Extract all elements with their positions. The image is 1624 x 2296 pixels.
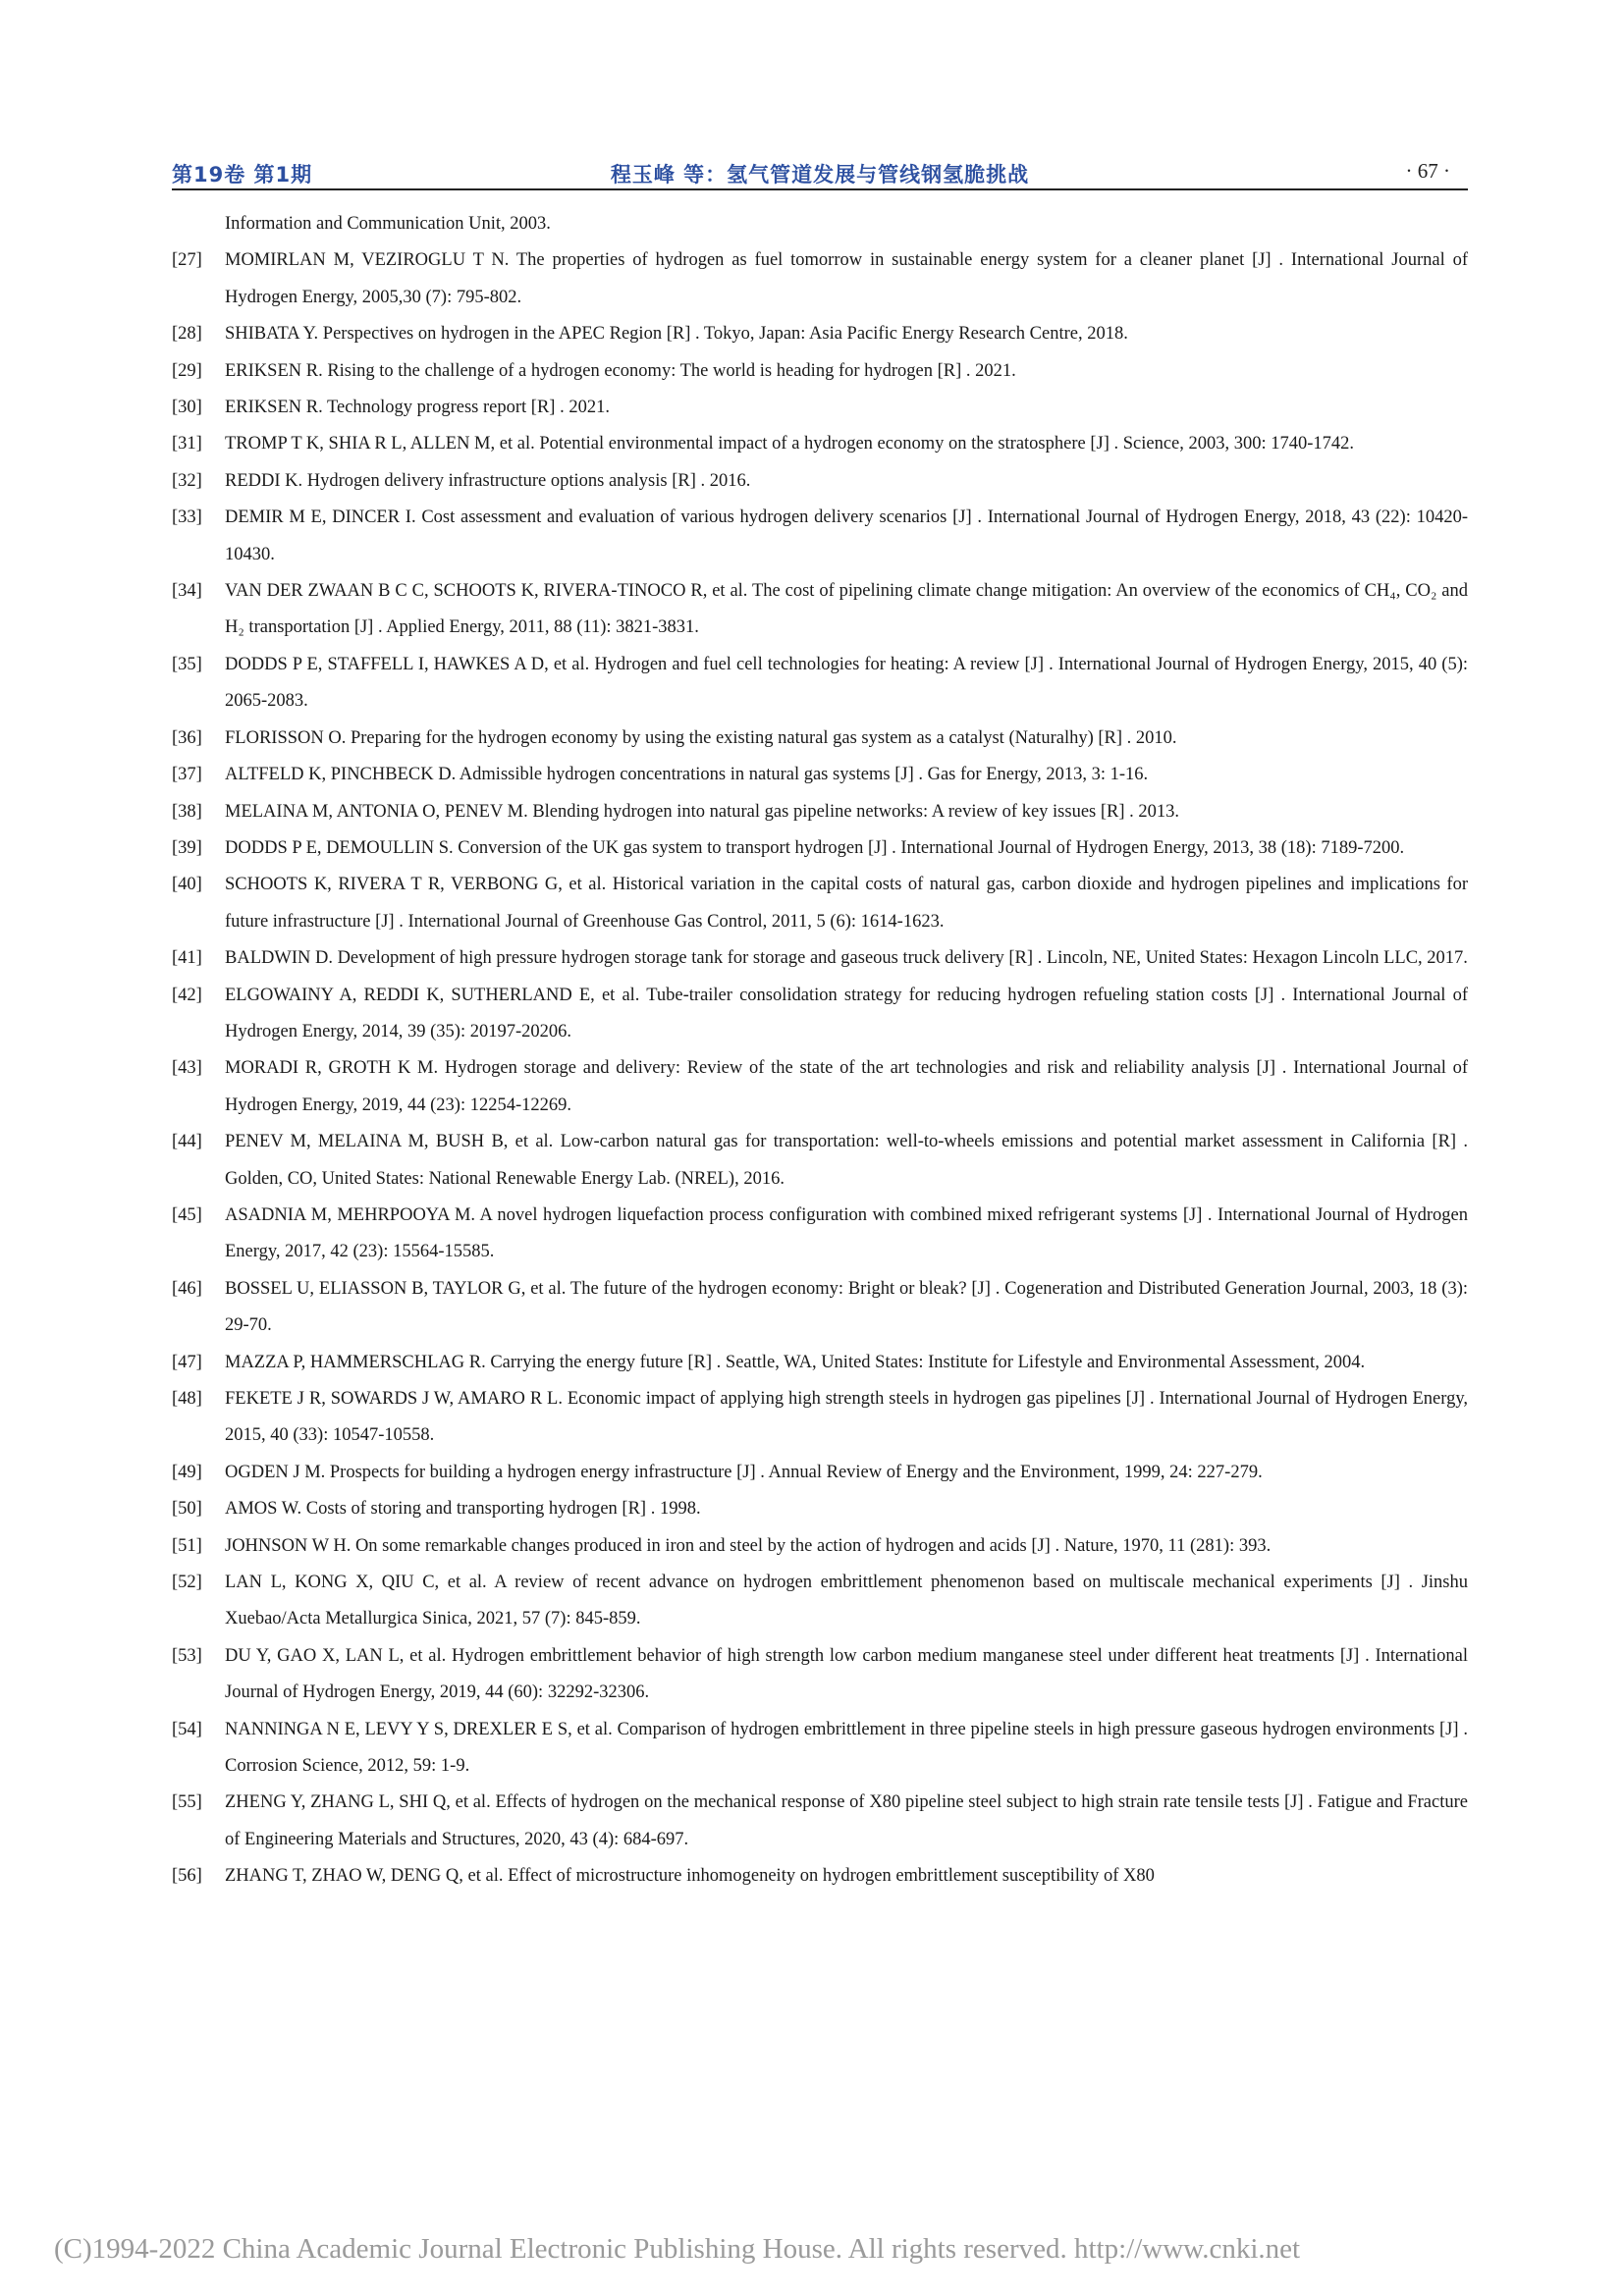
reference-entry xyxy=(172,867,1468,940)
reference-text: AMOS W. Costs of storing and transporting hydrogen [R] . 1998. xyxy=(225,1499,701,1520)
reference-number: [27] xyxy=(172,250,202,271)
reference-entry xyxy=(172,1271,1468,1345)
reference-number: [50] xyxy=(172,1499,202,1520)
reference-number: [34] xyxy=(172,581,202,602)
reference-entry xyxy=(172,390,1468,426)
reference-entry xyxy=(172,316,1468,352)
reference-number: [35] xyxy=(172,654,202,674)
reference-entry xyxy=(172,721,1468,757)
reference-number: [29] xyxy=(172,360,202,381)
reference-text: TROMP T K, SHIA R L, ALLEN M, et al. Potential environmental impact of a hydrogen economy on the stratosphere [J] . Science, 2003, 300: 1740-1742. xyxy=(225,434,1355,454)
reference-text: DU Y, GAO X, LAN L, et al. Hydrogen embrittlement behavior of high strength low carbon medium manganese steel under different heat treatments [J] . International Journal of Hydrogen Energy, 2019, 44 (60): 32292-32306. xyxy=(225,1645,1468,1703)
reference-entry xyxy=(172,1455,1468,1491)
reference-number: [30] xyxy=(172,398,202,418)
reference-text: REDDI K. Hydrogen delivery infrastructure options analysis [R] . 2016. xyxy=(225,470,751,491)
reference-entry xyxy=(172,573,1468,647)
journal-issue: 第19卷 第1期 xyxy=(172,163,313,187)
reference-entry xyxy=(172,830,1468,867)
reference-text: OGDEN J M. Prospects for building a hydrogen energy infrastructure [J] . Annual Review of Energy and the Environment, 1999, 24: 227-279. xyxy=(225,1462,1263,1482)
reference-entry xyxy=(172,242,1468,316)
reference-entry xyxy=(172,757,1468,793)
reference-number: [51] xyxy=(172,1535,202,1556)
reference-number: [48] xyxy=(172,1389,202,1409)
reference-number: [42] xyxy=(172,985,202,1005)
reference-number: [31] xyxy=(172,434,202,454)
reference-text: MELAINA M, ANTONIA O, PENEV M. Blending hydrogen into natural gas pipeline networks: A review of key issues [R] . 2013. xyxy=(225,801,1180,822)
reference-entry xyxy=(172,1858,1468,1895)
reference-number: [46] xyxy=(172,1278,202,1299)
reference-text: ERIKSEN R. Rising to the challenge of a hydrogen economy: The world is heading for hydrogen [R] . 2021. xyxy=(225,360,1016,381)
reference-number: [53] xyxy=(172,1645,202,1666)
running-title: 程玉峰 等：氢气管道发展与管线钢氢脆挑战 xyxy=(610,163,1030,187)
reference-text: ERIKSEN R. Technology progress report [R] . 2021. xyxy=(225,398,610,418)
reference-text: VAN DER ZWAAN B C C, SCHOOTS K, RIVERA-TINOCO R, et al. The cost of pipelining climate change mitigation: An overview of the economics of CH₄, CO₂ and H₂ transportation [J] . Applied Energy, 2011, 88 (11): 3821-3831. xyxy=(225,581,1468,638)
reference-number: [32] xyxy=(172,470,202,491)
reference-continuation: Information and Communication Unit, 2003. xyxy=(225,214,551,234)
reference-entry xyxy=(172,1638,1468,1712)
reference-entry xyxy=(172,978,1468,1051)
reference-text: ASADNIA M, MEHRPOOYA M. A novel hydrogen liquefaction process configuration with combined mixed refrigerant systems [J] . International Journal of Hydrogen Energy, 2017, 42 (23): 15564-15585. xyxy=(225,1204,1468,1262)
reference-number: [36] xyxy=(172,727,202,748)
reference-entry xyxy=(172,1785,1468,1858)
reference-entry xyxy=(172,1712,1468,1786)
reference-entry xyxy=(172,794,1468,830)
reference-number: [44] xyxy=(172,1132,202,1152)
reference-number: [38] xyxy=(172,801,202,822)
reference-entry xyxy=(172,940,1468,977)
reference-entry xyxy=(172,1198,1468,1271)
reference-entry xyxy=(172,1345,1468,1381)
reference-entry xyxy=(172,1124,1468,1198)
reference-text: ZHENG Y, ZHANG L, SHI Q, et al. Effects of hydrogen on the mechanical response of X80 pipeline steel subject to high strain rate tensile tests [J] . Fatigue and Fracture of Engineering Materials and Structures, 2020, 43 (4): 684-697. xyxy=(225,1792,1468,1849)
reference-text: BALDWIN D. Development of high pressure hydrogen storage tank for storage and gaseous truck delivery [R] . Lincoln, NE, United States: Hexagon Lincoln LLC, 2017. xyxy=(225,948,1468,969)
reference-entry xyxy=(172,647,1468,721)
reference-number: [47] xyxy=(172,1352,202,1372)
page-number: · 67 · xyxy=(1405,159,1450,183)
reference-text: ZHANG T, ZHAO W, DENG Q, et al. Effect of microstructure inhomogeneity on hydrogen embrittlement susceptibility of X80 xyxy=(225,1866,1155,1887)
reference-text: MAZZA P, HAMMERSCHLAG R. Carrying the energy future [R] . Seattle, WA, United States: Institute for Lifestyle and Environmental Assessment, 2004. xyxy=(225,1352,1366,1372)
reference-number: [37] xyxy=(172,765,202,785)
reference-entry xyxy=(172,1050,1468,1124)
reference-text: FLORISSON O. Preparing for the hydrogen economy by using the existing natural gas system as a catalyst (Naturalhy) [R] . 2010. xyxy=(225,727,1177,748)
reference-entry xyxy=(172,1491,1468,1527)
reference-entry xyxy=(172,463,1468,500)
reference-text: ALTFELD K, PINCHBECK D. Admissible hydrogen concentrations in natural gas systems [J] . Gas for Energy, 2013, 3: 1-16. xyxy=(225,765,1149,785)
reference-text: DODDS P E, DEMOULLIN S. Conversion of the UK gas system to transport hydrogen [J] . International Journal of Hydrogen Energy, 2013, 38 (18): 7189-7200. xyxy=(225,837,1405,858)
reference-entry xyxy=(172,426,1468,462)
reference-number: [49] xyxy=(172,1462,202,1482)
reference-text: PENEV M, MELAINA M, BUSH B, et al. Low-carbon natural gas for transportation: well-to-wheels emissions and potential market assessment in California [R] . Golden, CO, United States: National Renewable Energy Lab. (NREL), 2016. xyxy=(225,1132,1468,1189)
reference-entry xyxy=(172,1528,1468,1565)
reference-number: [54] xyxy=(172,1719,202,1739)
reference-text: DEMIR M E, DINCER I. Cost assessment and evaluation of various hydrogen delivery scenarios [J] . International Journal of Hydrogen Energy, 2018, 43 (22): 10420-10430. xyxy=(225,507,1468,564)
reference-number: [40] xyxy=(172,875,202,895)
reference-text: BOSSEL U, ELIASSON B, TAYLOR G, et al. The future of the hydrogen economy: Bright or bleak? [J] . Cogeneration and Distributed Generation Journal, 2003, 18 (3): 29-70. xyxy=(225,1278,1468,1336)
reference-number: [52] xyxy=(172,1573,202,1593)
reference-text: MOMIRLAN M, VEZIROGLU T N. The properties of hydrogen as fuel tomorrow in sustainable energy system for a cleaner planet [J] . International Journal of Hydrogen Energy, 2005,30 (7): 795-802. xyxy=(225,250,1468,307)
reference-entry xyxy=(172,1381,1468,1455)
copyright-footer: (C)1994-2022 China Academic Journal Electronic Publishing House. All rights reserved. http://www.cnki.net xyxy=(54,2233,1301,2265)
reference-entry xyxy=(172,353,1468,390)
reference-entries xyxy=(172,242,1468,1895)
reference-list xyxy=(172,206,1468,1896)
reference-number: [41] xyxy=(172,948,202,969)
reference-number: [43] xyxy=(172,1058,202,1079)
reference-number: [55] xyxy=(172,1792,202,1813)
reference-number: [39] xyxy=(172,837,202,858)
reference-text: JOHNSON W H. On some remarkable changes produced in iron and steel by the action of hydrogen and acids [J] . Nature, 1970, 11 (281): 393. xyxy=(225,1535,1272,1556)
reference-text: MORADI R, GROTH K M. Hydrogen storage and delivery: Review of the state of the art technologies and risk and reliability analysis [J] . International Journal of Hydrogen Energy, 2019, 44 (23): 12254-12269. xyxy=(225,1058,1468,1115)
reference-text: LAN L, KONG X, QIU C, et al. A review of recent advance on hydrogen embrittlement phenomenon based on multiscale mechanical experiments [J] . Jinshu Xuebao/Acta Metallurgica Sinica, 2021, 57 (7): 845-859. xyxy=(225,1573,1468,1629)
reference-text: NANNINGA N E, LEVY Y S, DREXLER E S, et al. Comparison of hydrogen embrittlement in three pipeline steels in high pressure gaseous hydrogen environments [J] . Corrosion Science, 2012, 59: 1-9. xyxy=(225,1719,1468,1777)
reference-text: ELGOWAINY A, REDDI K, SUTHERLAND E, et al. Tube-trailer consolidation strategy for reducing hydrogen refueling station costs [J] . International Journal of Hydrogen Energy, 2014, 39 (35): 20197-20206. xyxy=(225,985,1468,1041)
reference-number: [28] xyxy=(172,324,202,345)
reference-text: FEKETE J R, SOWARDS J W, AMARO R L. Economic impact of applying high strength steels in hydrogen gas pipelines [J] . International Journal of Hydrogen Energy, 2015, 40 (33): 10547-10558. xyxy=(225,1389,1468,1446)
reference-number: [45] xyxy=(172,1204,202,1225)
reference-entry xyxy=(172,1565,1468,1638)
reference-number: [56] xyxy=(172,1866,202,1887)
reference-entry xyxy=(172,500,1468,573)
reference-text: SHIBATA Y. Perspectives on hydrogen in the APEC Region [R] . Tokyo, Japan: Asia Pacific Energy Research Centre, 2018. xyxy=(225,324,1128,345)
reference-text: SCHOOTS K, RIVERA T R, VERBONG G, et al. Historical variation in the capital costs of natural gas, carbon dioxide and hydrogen pipelines and implications for future infrastructure [J] . International Journal of Greenhouse Gas Control, 2011, 5 (6): 1614-1623. xyxy=(225,875,1468,932)
running-header xyxy=(172,155,1468,190)
reference-number: [33] xyxy=(172,507,202,528)
reference-text: DODDS P E, STAFFELL I, HAWKES A D, et al. Hydrogen and fuel cell technologies for heating: A review [J] . International Journal of Hydrogen Energy, 2015, 40 (5): 2065-2083. xyxy=(225,654,1468,712)
